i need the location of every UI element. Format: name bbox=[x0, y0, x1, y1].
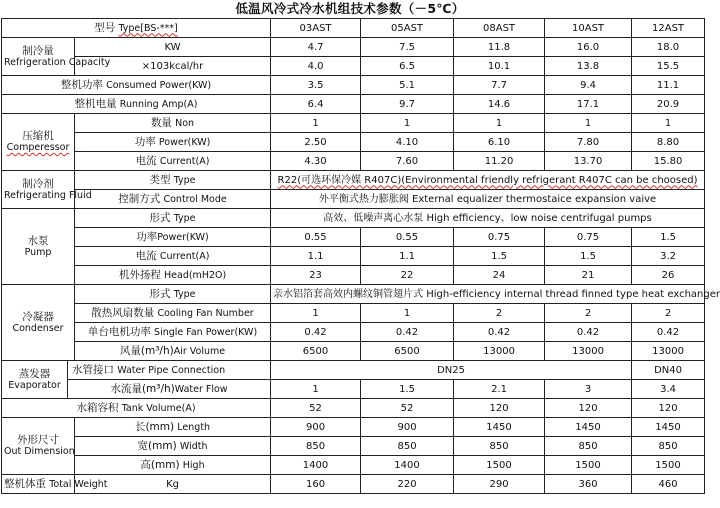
value-cell: 0.75 bbox=[545, 228, 632, 247]
fan-number-label: 散热风扇数量 Cooling Fan Number bbox=[75, 304, 271, 323]
value-cell: 2 bbox=[632, 304, 705, 323]
type-label-en: Type[BS-***] bbox=[118, 22, 178, 34]
value-cell: 1 bbox=[361, 304, 454, 323]
value-cell: 360 bbox=[545, 475, 632, 494]
header-row bbox=[2, 19, 705, 38]
value-cell: 850 bbox=[361, 437, 454, 456]
value-cell: 15.80 bbox=[632, 152, 705, 171]
value-cell: 18.0 bbox=[632, 38, 705, 57]
value-cell: 1.5 bbox=[454, 247, 545, 266]
value-cell: 0.42 bbox=[361, 323, 454, 342]
value-cell: 3.2 bbox=[632, 247, 705, 266]
table-row bbox=[2, 342, 705, 361]
table-row bbox=[2, 361, 705, 380]
value-cell: 8.80 bbox=[632, 133, 705, 152]
value-cell: 0.75 bbox=[454, 228, 545, 247]
value-cell: 9.7 bbox=[361, 95, 454, 114]
table-row bbox=[2, 266, 705, 285]
value-cell: 460 bbox=[632, 475, 705, 494]
model-header: 03AST bbox=[271, 19, 361, 38]
value-cell: 1 bbox=[271, 380, 361, 399]
value-cell: 1.5 bbox=[632, 228, 705, 247]
value-cell: 24 bbox=[454, 266, 545, 285]
tank-volume-label: 水箱容积 Tank Volume(A) bbox=[2, 399, 271, 418]
table-row bbox=[2, 76, 705, 95]
pump-form-label: 形式 Type bbox=[75, 209, 271, 228]
consumed-power-label: 整机功率 Consumed Power(KW) bbox=[2, 76, 271, 95]
model-header: 05AST bbox=[361, 19, 454, 38]
value-cell: 3.4 bbox=[632, 380, 705, 399]
evaporator-group: 蒸发器 Evaporator bbox=[2, 361, 68, 399]
table-row bbox=[2, 228, 705, 247]
value-cell: 1400 bbox=[361, 456, 454, 475]
value-cell: 2.1 bbox=[454, 380, 545, 399]
value-cell: 120 bbox=[632, 399, 705, 418]
value-cell: 10.1 bbox=[454, 57, 545, 76]
condenser-form-label: 形式 Type bbox=[75, 285, 271, 304]
table-row bbox=[2, 380, 705, 399]
weight-unit: Kg bbox=[75, 475, 271, 494]
value-cell: 11.1 bbox=[632, 76, 705, 95]
value-cell: 290 bbox=[454, 475, 545, 494]
refrigerating-fluid-group: 制冷剂 Refrigerating Fluid bbox=[2, 171, 75, 209]
value-cell: 9.4 bbox=[545, 76, 632, 95]
value-cell: 3.5 bbox=[271, 76, 361, 95]
table-row bbox=[2, 304, 705, 323]
value-cell: 1.1 bbox=[271, 247, 361, 266]
condenser-form-value: 亲水铝箔套高效内螺纹铜管翅片式 High-efficiency internal thread finned type heat exchanger bbox=[271, 285, 705, 304]
value-cell: 1450 bbox=[454, 418, 545, 437]
model-header: 08AST bbox=[454, 19, 545, 38]
value-cell: 1.5 bbox=[361, 380, 454, 399]
value-cell: 14.6 bbox=[454, 95, 545, 114]
value-cell: 220 bbox=[361, 475, 454, 494]
value-cell: 1500 bbox=[454, 456, 545, 475]
value-cell: 13.8 bbox=[545, 57, 632, 76]
value-cell: 850 bbox=[454, 437, 545, 456]
value-cell: 1500 bbox=[632, 456, 705, 475]
value-cell: 2 bbox=[545, 304, 632, 323]
value-cell: 7.60 bbox=[361, 152, 454, 171]
value-cell: 0.42 bbox=[545, 323, 632, 342]
table-row bbox=[2, 418, 705, 437]
table-row bbox=[2, 190, 705, 209]
table-row bbox=[2, 209, 705, 228]
value-cell: 120 bbox=[545, 399, 632, 418]
value-cell: 5.1 bbox=[361, 76, 454, 95]
value-cell: 6500 bbox=[361, 342, 454, 361]
value-cell: 0.42 bbox=[271, 323, 361, 342]
value-cell: 1450 bbox=[632, 418, 705, 437]
compressor-power-label: 功率 Power(KW) bbox=[75, 133, 271, 152]
value-cell: 13000 bbox=[632, 342, 705, 361]
fluid-type-value: R22(可选环保冷媒 R407C)(Environmental friendly refrigerant R407C can be choosed) bbox=[271, 171, 705, 190]
height-label: 高(mm) High bbox=[75, 456, 271, 475]
value-cell: 900 bbox=[271, 418, 361, 437]
value-cell: 22 bbox=[361, 266, 454, 285]
refrigeration-capacity-group: 制冷量 Refrigeration Capacity bbox=[2, 38, 75, 76]
pipe-connection-label: 水管接口 Water Pipe Connection bbox=[68, 361, 271, 380]
out-dimension-group: 外形尺寸 Out Dimension bbox=[2, 418, 75, 475]
value-cell: 26 bbox=[632, 266, 705, 285]
total-weight-label: 整机体重 Total Weight bbox=[2, 475, 75, 494]
value-cell: 1.5 bbox=[545, 247, 632, 266]
value-cell: 20.9 bbox=[632, 95, 705, 114]
model-header: 10AST bbox=[545, 19, 632, 38]
value-cell: 7.7 bbox=[454, 76, 545, 95]
type-label-cn: 型号 bbox=[94, 21, 116, 34]
value-cell: 160 bbox=[271, 475, 361, 494]
value-cell: 17.1 bbox=[545, 95, 632, 114]
table-row bbox=[2, 171, 705, 190]
value-cell: 2 bbox=[454, 304, 545, 323]
value-cell: 0.42 bbox=[454, 323, 545, 342]
page-title: 低温风冷式冷水机组技术参数（－5℃） bbox=[235, 1, 465, 16]
width-label: 宽(mm) Width bbox=[75, 437, 271, 456]
running-amp-label: 整机电量 Running Amp(A) bbox=[2, 95, 271, 114]
table-row bbox=[2, 399, 705, 418]
value-cell: 13000 bbox=[454, 342, 545, 361]
compressor-current-label: 电流 Current(A) bbox=[75, 152, 271, 171]
pipe-connection-value: DN25 bbox=[271, 361, 632, 380]
length-label: 长(mm) Length bbox=[75, 418, 271, 437]
table-row bbox=[2, 114, 705, 133]
value-cell: 15.5 bbox=[632, 57, 705, 76]
control-mode-label: 控制方式 Control Mode bbox=[75, 190, 271, 209]
value-cell: 0.55 bbox=[361, 228, 454, 247]
value-cell: 52 bbox=[271, 399, 361, 418]
value-cell: 1.1 bbox=[361, 247, 454, 266]
pump-head-label: 机外扬程 Head(mH2O) bbox=[75, 266, 271, 285]
value-cell: 1450 bbox=[545, 418, 632, 437]
table-row bbox=[2, 247, 705, 266]
value-cell: 0.55 bbox=[271, 228, 361, 247]
model-header: 12AST bbox=[632, 19, 705, 38]
value-cell: 1 bbox=[361, 114, 454, 133]
value-cell: 7.5 bbox=[361, 38, 454, 57]
value-cell: 16.0 bbox=[545, 38, 632, 57]
value-cell: 13000 bbox=[545, 342, 632, 361]
fan-power-label: 单台电机功率 Single Fan Power(KW) bbox=[75, 323, 271, 342]
value-cell: 11.8 bbox=[454, 38, 545, 57]
value-cell: 850 bbox=[271, 437, 361, 456]
value-cell: 4.0 bbox=[271, 57, 361, 76]
value-cell: 4.10 bbox=[361, 133, 454, 152]
water-flow-label: 水流量(m³/h)Water Flow bbox=[68, 380, 271, 399]
compressor-number-label: 数量 Non bbox=[75, 114, 271, 133]
pump-form-value: 高效、低噪声离心水泵 High efficiency、low noise centrifugal pumps bbox=[271, 209, 705, 228]
value-cell: 1400 bbox=[271, 456, 361, 475]
spec-table bbox=[1, 18, 720, 494]
type-header-cell bbox=[2, 19, 271, 38]
value-cell: 23 bbox=[271, 266, 361, 285]
value-cell: 1 bbox=[271, 114, 361, 133]
table-row bbox=[2, 475, 705, 494]
value-cell: 2.50 bbox=[271, 133, 361, 152]
value-cell: 1 bbox=[545, 114, 632, 133]
value-cell: 6.4 bbox=[271, 95, 361, 114]
value-cell: 120 bbox=[454, 399, 545, 418]
value-cell: 6.10 bbox=[454, 133, 545, 152]
pump-current-label: 电流 Current(A) bbox=[75, 247, 271, 266]
value-cell: 13.70 bbox=[545, 152, 632, 171]
value-cell: 7.80 bbox=[545, 133, 632, 152]
value-cell: 1 bbox=[454, 114, 545, 133]
condenser-group: 冷凝器 Condenser bbox=[2, 285, 75, 361]
value-cell: 0.42 bbox=[632, 323, 705, 342]
table-row bbox=[2, 133, 705, 152]
value-cell: 850 bbox=[632, 437, 705, 456]
pipe-connection-value-12: DN40 bbox=[632, 361, 705, 380]
control-mode-value: 外平衡式热力膨胀阀 External equalizer thermostaice expansion vaive bbox=[271, 190, 705, 209]
table-row bbox=[2, 285, 705, 304]
fluid-type-label: 类型 Type bbox=[75, 171, 271, 190]
value-cell: 4.30 bbox=[271, 152, 361, 171]
value-cell: 900 bbox=[361, 418, 454, 437]
value-cell: 4.7 bbox=[271, 38, 361, 57]
table-row bbox=[2, 323, 705, 342]
value-cell: 1500 bbox=[545, 456, 632, 475]
table-row bbox=[2, 152, 705, 171]
pump-power-label: 功率Power(KW) bbox=[75, 228, 271, 247]
value-cell: 6500 bbox=[271, 342, 361, 361]
value-cell: 6.5 bbox=[361, 57, 454, 76]
table-row bbox=[2, 38, 705, 57]
value-cell: 850 bbox=[545, 437, 632, 456]
value-cell: 1 bbox=[632, 114, 705, 133]
unit-kcal: ×103kcal/hr bbox=[75, 57, 271, 76]
value-cell: 52 bbox=[361, 399, 454, 418]
value-cell: 3 bbox=[545, 380, 632, 399]
value-cell: 11.20 bbox=[454, 152, 545, 171]
compressor-group: 压缩机 Comperessor bbox=[2, 114, 75, 171]
table-row bbox=[2, 95, 705, 114]
table-row bbox=[2, 437, 705, 456]
value-cell: 21 bbox=[545, 266, 632, 285]
pump-group: 水泵 Pump bbox=[2, 209, 75, 285]
unit-kw: KW bbox=[75, 38, 271, 57]
value-cell: 1 bbox=[271, 304, 361, 323]
table-row bbox=[2, 456, 705, 475]
air-volume-label: 风量(m³/h)Air Volume bbox=[75, 342, 271, 361]
